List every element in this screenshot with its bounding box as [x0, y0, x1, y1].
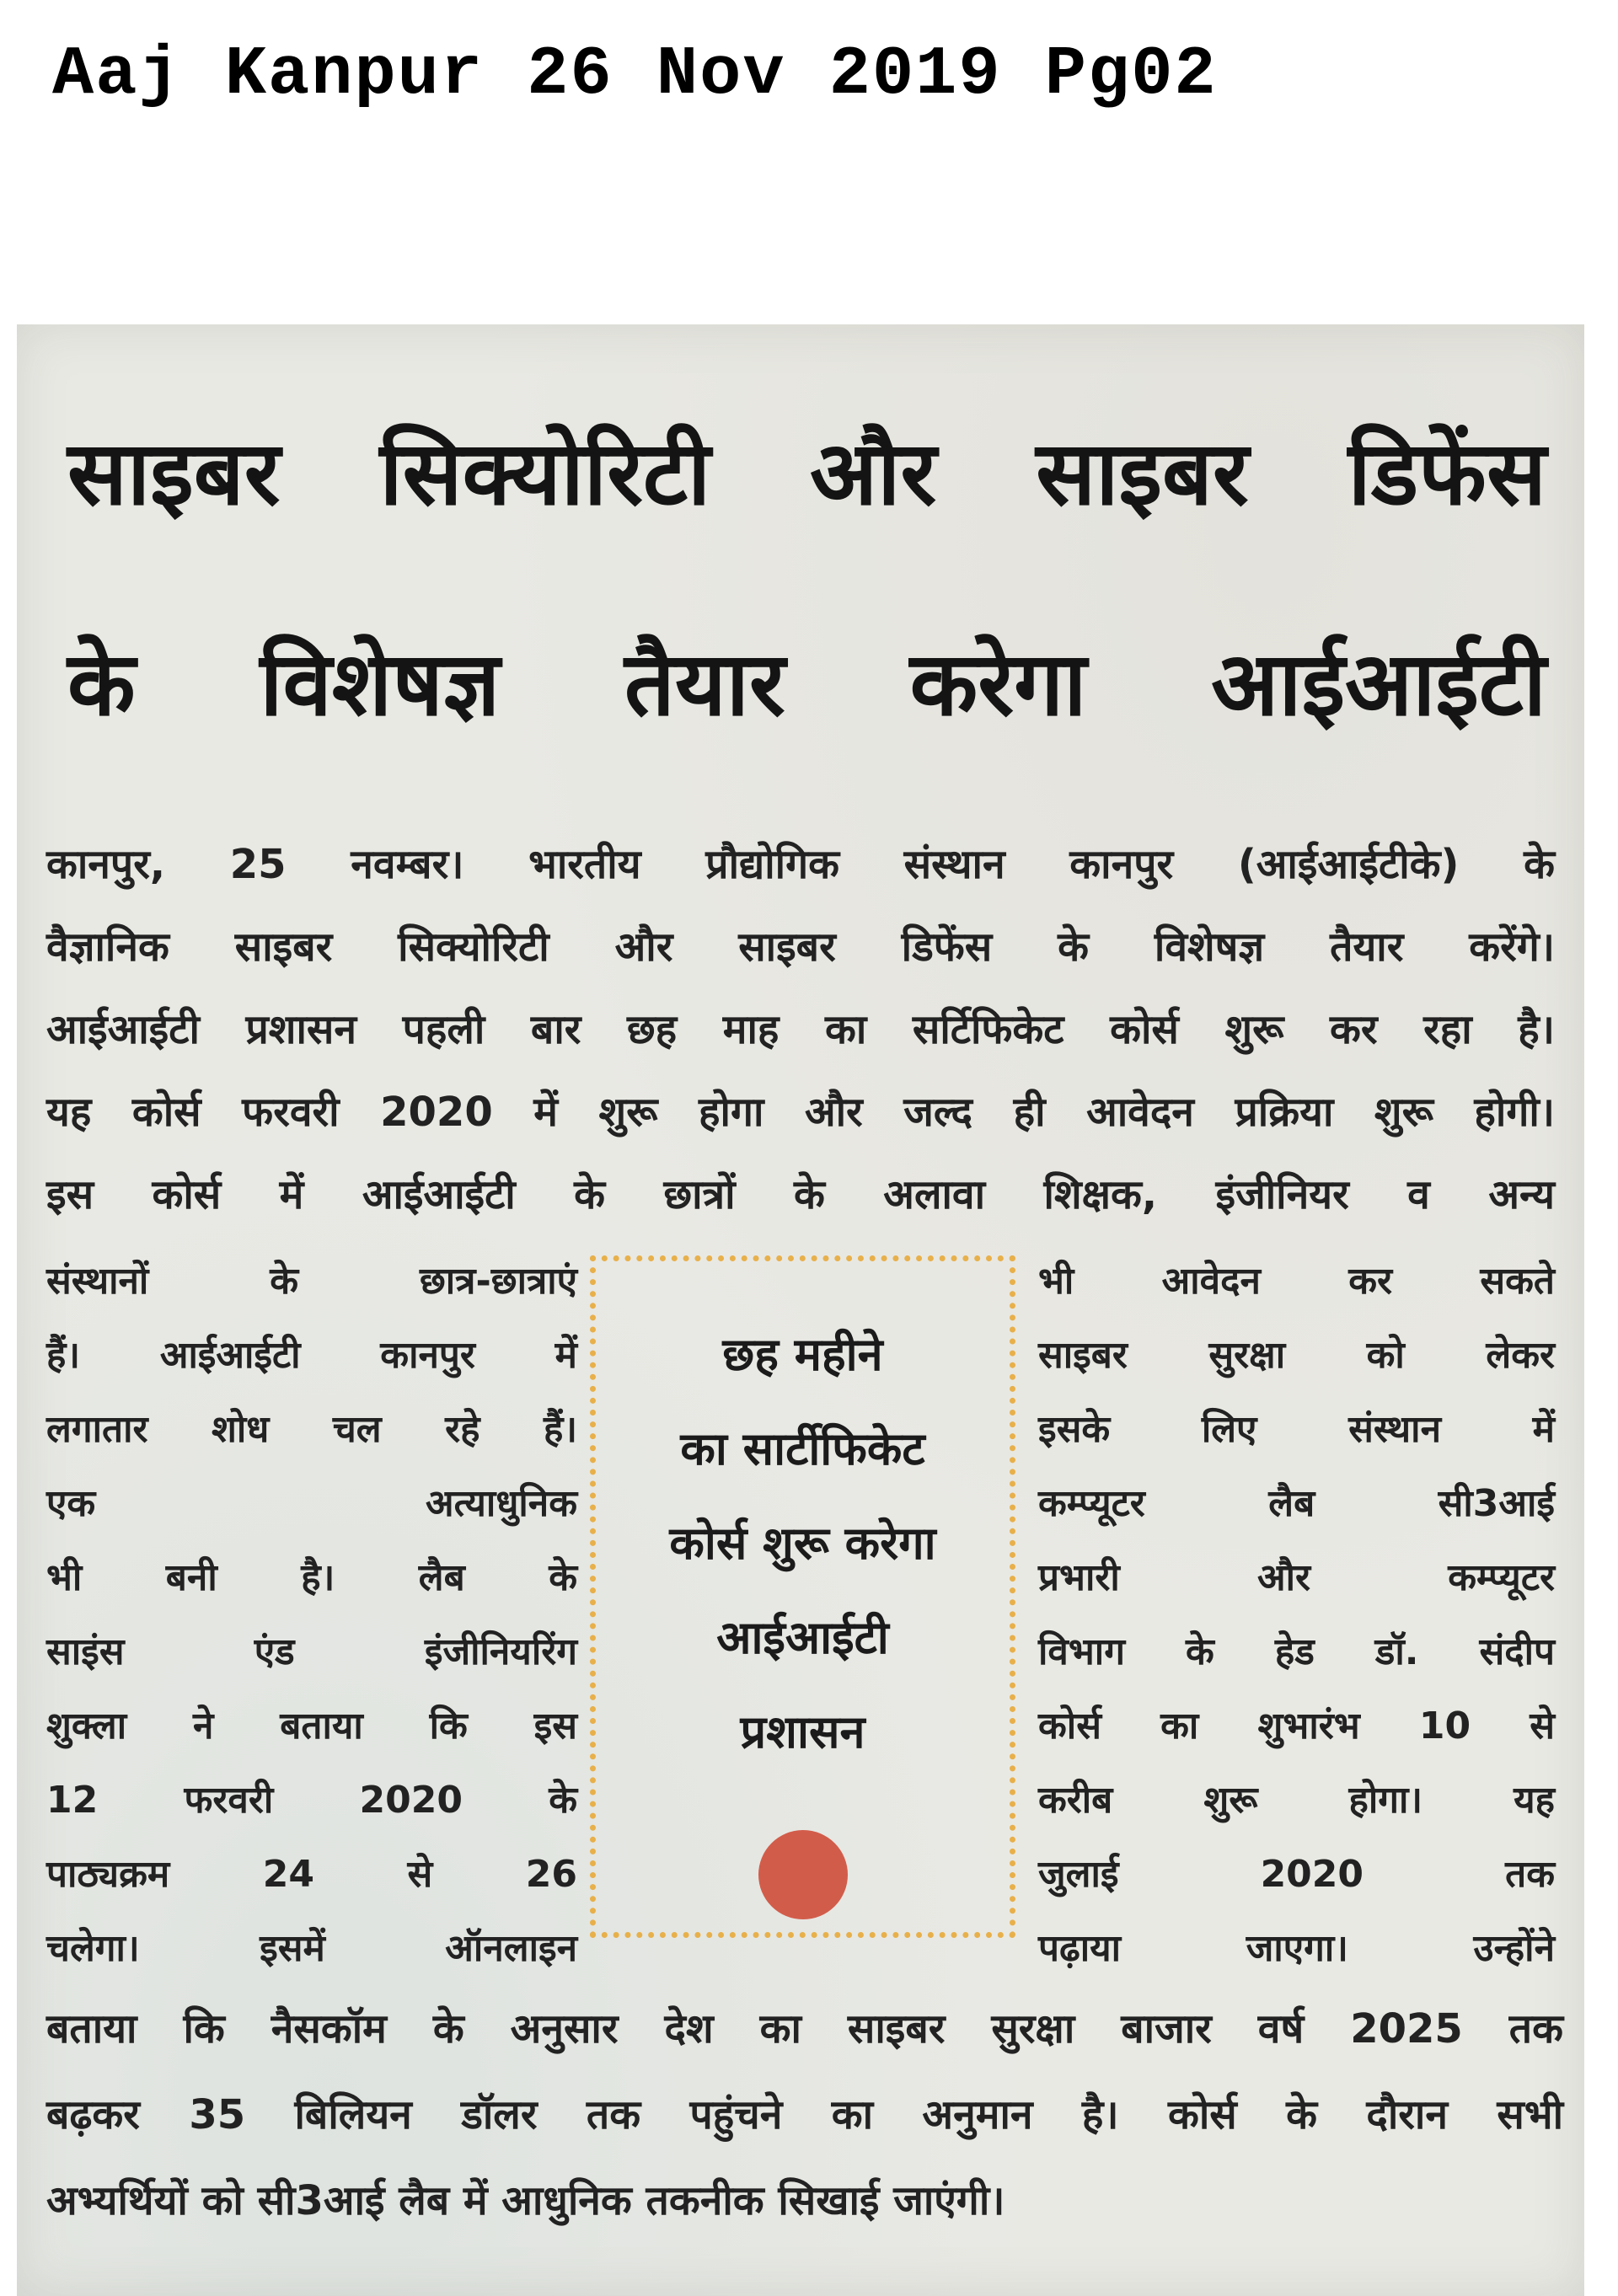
red-dot — [758, 1830, 848, 1919]
intro-line: इस कोर्स में आईआईटी के छात्रों के अलावा शिक्षक, इंजीनियर व अन्य — [46, 1171, 1555, 1218]
right-column-line: इसके लिए संस्थान में — [1038, 1408, 1555, 1451]
right-column-line: जुलाई 2020 तक — [1038, 1853, 1555, 1896]
left-column-line: लगातार शोध चल रहे हैं। — [46, 1408, 577, 1451]
left-column-line: पाठ्यक्रम 24 से 26 — [46, 1853, 577, 1896]
right-column-line: पढ़ाया जाएगा। उन्होंने — [1038, 1927, 1555, 1970]
left-column-line: संस्थानों के छात्र-छात्राएं — [46, 1260, 577, 1303]
right-column-line: साइबर सुरक्षा को लेकर — [1038, 1334, 1555, 1377]
intro-line: आईआईटी प्रशासन पहली बार छह माह का सर्टिफिकेट कोर्स शुरू कर रहा है। — [46, 1006, 1555, 1053]
headline-line-1: साइबर सिक्योरिटी और साइबर डिफेंस — [67, 422, 1546, 525]
right-column-line: भी आवेदन कर सकते — [1038, 1260, 1555, 1303]
closing-line: बढ़कर 35 बिलियन डॉलर तक पहुंचने का अनुमान है। कोर्स के दौरान सभी — [46, 2091, 1563, 2138]
right-column-line: कम्प्यूटर लैब सी3आई — [1038, 1482, 1555, 1525]
pullquote-line: का सार्टीफिकेट — [680, 1422, 925, 1475]
right-column-line: प्रभारी और कम्प्यूटर — [1038, 1556, 1555, 1599]
intro-paragraph — [46, 823, 1555, 1236]
scan-caption: Aaj Kanpur 26 Nov 2019 Pg02 — [52, 35, 1218, 114]
right-column — [1038, 1244, 1555, 1986]
right-column-line: कोर्स का शुभारंभ 10 से — [1038, 1705, 1555, 1747]
intro-line: वैज्ञानिक साइबर सिक्योरिटी और साइबर डिफेंस के विशेषज्ञ तैयार करेंगे। — [46, 923, 1555, 971]
left-column-line: भी बनी है। लैब के — [46, 1556, 577, 1599]
pullquote-line: आईआईटी — [716, 1611, 889, 1664]
newspaper-clipping — [17, 324, 1584, 2296]
closing-line: बताया कि नैसकॉम के अनुसार देश का साइबर सुरक्षा बाजार वर्ष 2025 तक — [46, 2005, 1563, 2052]
left-column-line: शुक्ला ने बताया कि इस — [46, 1705, 577, 1747]
left-column-line: साइंस एंड इंजीनियरिंग — [46, 1630, 577, 1673]
pullquote-line: प्रशासन — [740, 1705, 865, 1758]
intro-line: कानपुर, 25 नवम्बर। भारतीय प्रौद्योगिक संस्थान कानपुर (आईआईटीके) के — [46, 841, 1555, 888]
right-column-line: करीब शुरू होगा। यह — [1038, 1779, 1555, 1822]
intro-line: यह कोर्स फरवरी 2020 में शुरू होगा और जल्द ही आवेदन प्रक्रिया शुरू होगी। — [46, 1089, 1555, 1136]
pullquote-box — [590, 1255, 1015, 1938]
closing-line: अभ्यर्थियों को सी3आई लैब में आधुनिक तकनीक सिखाई जाएंगी। — [46, 2177, 1005, 2224]
closing-paragraph — [46, 1986, 1563, 2244]
pullquote-line: छह महीने — [722, 1328, 883, 1381]
left-column-line: हैं। आईआईटी कानपुर में — [46, 1334, 577, 1377]
right-column-line: विभाग के हेड डॉ. संदीप — [1038, 1630, 1555, 1673]
headline-line-2: के विशेषज्ञ तैयार करेगा आईआईटी — [67, 633, 1546, 736]
pullquote-text — [596, 1308, 1010, 1780]
left-column-line: चलेगा। इसमें ऑनलाइन — [46, 1927, 577, 1970]
left-column — [46, 1244, 577, 1986]
left-column-line: एक अत्याधुनिक — [46, 1482, 577, 1525]
article-headline — [67, 368, 1546, 789]
pullquote-line: कोर्स शुरू करेगा — [669, 1517, 936, 1570]
left-column-line: 12 फरवरी 2020 के — [46, 1779, 577, 1822]
